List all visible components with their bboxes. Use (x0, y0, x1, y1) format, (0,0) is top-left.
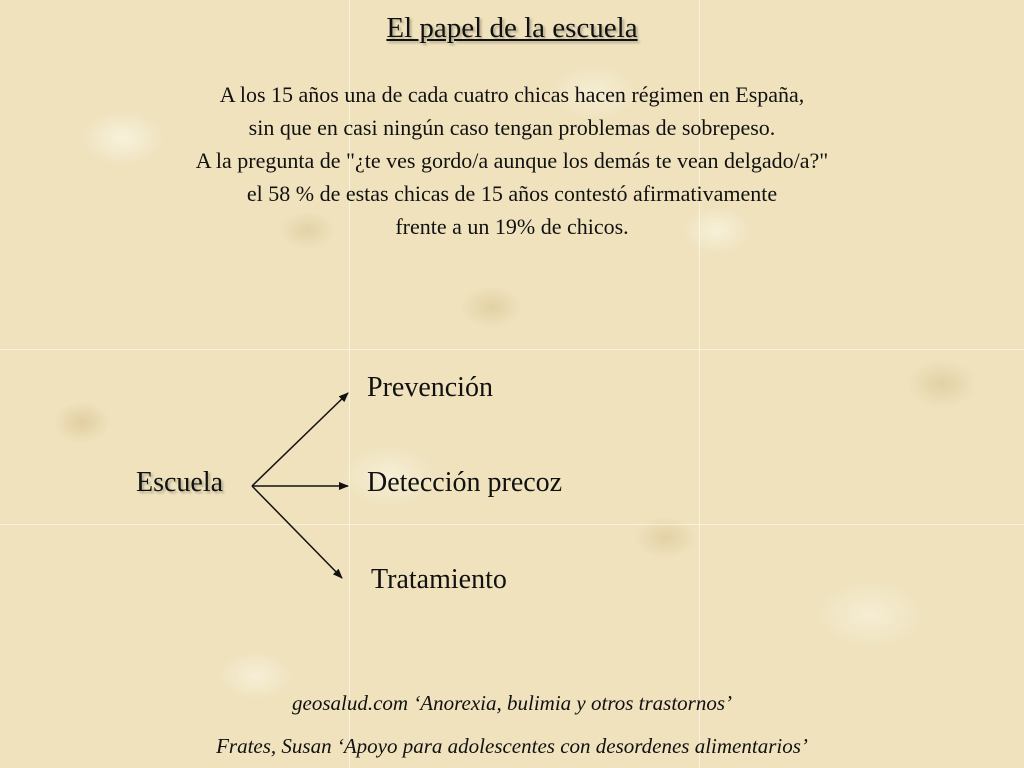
arrow-to-prevencion (252, 393, 348, 486)
intro-line: A la pregunta de "¿te ves gordo/a aunque los demás te vean delgado/a?" (195, 148, 829, 173)
intro-line: A los 15 años una de cada cuatro chicas hacen régimen en España, (219, 82, 805, 107)
reference-geosalud: geosalud.com ‘Anorexia, bulimia y otros trastornos’ (292, 691, 732, 715)
diagram-branch-deteccion: Detección precoz (367, 467, 563, 498)
reference-frates: Frates, Susan ‘Apoyo para adolescentes con desordenes alimentarios’ (216, 734, 808, 758)
intro-line: sin que en casi ningún caso tengan problemas de sobrepeso. (248, 115, 776, 140)
diagram-branch-prevencion: Prevención (367, 372, 493, 403)
slide-title: El papel de la escuela (386, 12, 638, 44)
diagram-branch-tratamiento: Tratamiento (371, 564, 507, 595)
arrow-to-tratamiento (252, 486, 342, 578)
intro-line: el 58 % de estas chicas de 15 años contestó afirmativamente (246, 181, 778, 206)
intro-line: frente a un 19% de chicos. (395, 214, 629, 239)
diagram-root-escuela: Escuela (136, 467, 224, 498)
